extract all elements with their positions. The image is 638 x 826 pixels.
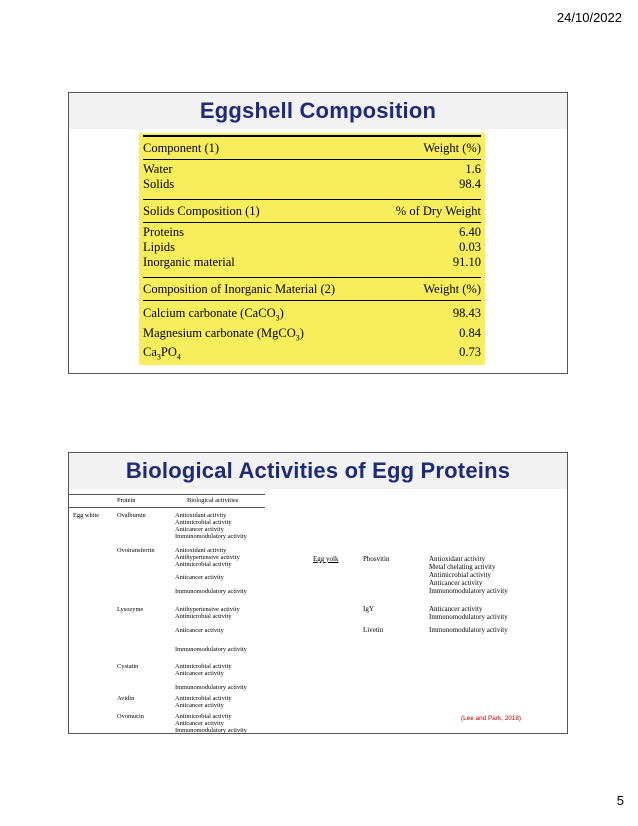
- table-rule: [143, 135, 481, 137]
- table-row: [143, 326, 481, 346]
- protein-name: Avidin: [117, 695, 135, 702]
- table-rule: [143, 277, 481, 278]
- activity-item: Anticancer activity: [175, 670, 224, 677]
- activity-item: Antioxidant activity: [175, 547, 227, 554]
- table-row: [143, 177, 481, 192]
- activity-item: Antihypertensive activity: [175, 554, 240, 561]
- table-row: [143, 306, 481, 326]
- table-row: [143, 345, 481, 365]
- table-rule: [143, 222, 481, 223]
- composition-table: [139, 133, 485, 365]
- row-value: 1.6: [465, 162, 481, 176]
- activity-item: Anticancer activity: [175, 627, 224, 634]
- citation: (Lee and Park, 2018): [461, 715, 522, 722]
- activity-item: Anticancer activity: [429, 605, 483, 613]
- row-value: 0.84: [459, 325, 481, 340]
- page-number: 5: [616, 793, 624, 808]
- table-rule: [143, 199, 481, 200]
- header-value: Weight (%): [423, 282, 481, 296]
- protein-name: IgY: [363, 605, 374, 613]
- protein-name: Ovalbumin: [117, 512, 146, 519]
- activity-item: Antimicrobial activity: [175, 713, 232, 720]
- activity-item: Immunomodulatory activity: [175, 646, 247, 653]
- activity-item: Immunomodulatory activity: [429, 613, 508, 621]
- slide-title-band: [69, 93, 567, 129]
- table-header-row: [69, 494, 265, 508]
- header-value: Weight (%): [423, 141, 481, 155]
- activity-item: Antihypertensive activity: [175, 606, 240, 613]
- activity-item: Antioxidant activity: [175, 512, 227, 519]
- row-value: 0.73: [459, 345, 481, 359]
- group-label-egg-yolk: Egg yolk: [313, 555, 339, 563]
- slide-title: Eggshell Composition: [199, 98, 437, 123]
- table-header-row: [143, 280, 481, 298]
- activities-table: [69, 490, 567, 734]
- table-rule: [143, 300, 481, 301]
- activity-item: Metal chelating activity: [429, 563, 496, 571]
- activity-item: Anticancer activity: [429, 579, 483, 587]
- table-row: [143, 162, 481, 177]
- protein-name: Lysozyme: [117, 606, 144, 613]
- row-label: Water: [143, 162, 173, 176]
- activity-item: Anticancer activity: [175, 702, 224, 709]
- activity-item: Antimicrobial activity: [429, 571, 492, 579]
- header-label: Solids Composition (1): [143, 204, 260, 218]
- activity-item: Immunomodulatory activity: [175, 727, 247, 734]
- activity-item: Immunomodulatory activity: [175, 588, 247, 595]
- row-value: 98.4: [459, 177, 481, 191]
- header-label: Component (1): [143, 141, 220, 155]
- activity-item: Anticancer activity: [175, 526, 224, 533]
- protein-name: Cystatin: [117, 663, 139, 670]
- row-label: Calcium carbonate (CaCO$_3$): [143, 306, 284, 323]
- activity-item: Antimicrobial activity: [175, 663, 232, 670]
- protein-name: Livetin: [363, 626, 384, 634]
- row-label: $Ca_3PO_4$: [143, 345, 181, 362]
- row-label: Proteins: [143, 225, 184, 239]
- activity-item: Antimicrobial activity: [175, 561, 232, 568]
- table-row: [143, 225, 481, 240]
- row-label: Magnesium carbonate (MgCO$_3$): [143, 325, 304, 342]
- row-value: 0.03: [459, 240, 481, 254]
- row-label: Inorganic material: [143, 255, 235, 269]
- date-label: 24/10/2022: [556, 10, 622, 25]
- slide-title-band: [69, 453, 567, 489]
- table-rule: [143, 159, 481, 160]
- group-label-egg-white: Egg white: [73, 512, 100, 519]
- header-activities: Biological activities: [187, 497, 239, 504]
- protein-name: Ovomucin: [117, 713, 144, 720]
- row-value: 91.10: [452, 255, 481, 269]
- slide-title: Biological Activities of Egg Proteins: [125, 458, 511, 483]
- header-protein: Protein: [117, 497, 136, 504]
- activity-item: Anticancer activity: [175, 574, 224, 581]
- activity-item: Antimicrobial activity: [175, 519, 232, 526]
- activity-item: Anticancer activity: [175, 720, 224, 727]
- activity-item: Immunomodulatory activity: [175, 533, 247, 540]
- row-label: Lipids: [143, 240, 175, 254]
- table-row: [143, 255, 481, 270]
- row-value: 98.43: [452, 306, 481, 320]
- table-header-row: [143, 139, 481, 157]
- header-value: % of Dry Weight: [395, 204, 481, 218]
- activity-item: Immunomodulatory activity: [429, 626, 508, 634]
- slide-eggshell-composition: [68, 92, 568, 374]
- header-label: Composition of Inorganic Material (2): [143, 282, 336, 296]
- activity-item: Antimicrobial activity: [175, 695, 232, 702]
- activity-item: Antioxidant activity: [429, 555, 486, 563]
- activity-item: Immunomodulatory activity: [175, 684, 247, 691]
- slide-biological-activities: [68, 452, 568, 734]
- row-label: Solids: [143, 177, 175, 191]
- activity-item: Antimicrobial activity: [175, 613, 232, 620]
- table-header-row: [143, 202, 481, 220]
- protein-name: Phosvitin: [363, 555, 390, 563]
- table-row: [143, 240, 481, 255]
- activity-item: Immunomodulatory activity: [429, 587, 508, 595]
- row-value: 6.40: [459, 225, 481, 239]
- protein-name: Ovotransferrin: [117, 547, 155, 554]
